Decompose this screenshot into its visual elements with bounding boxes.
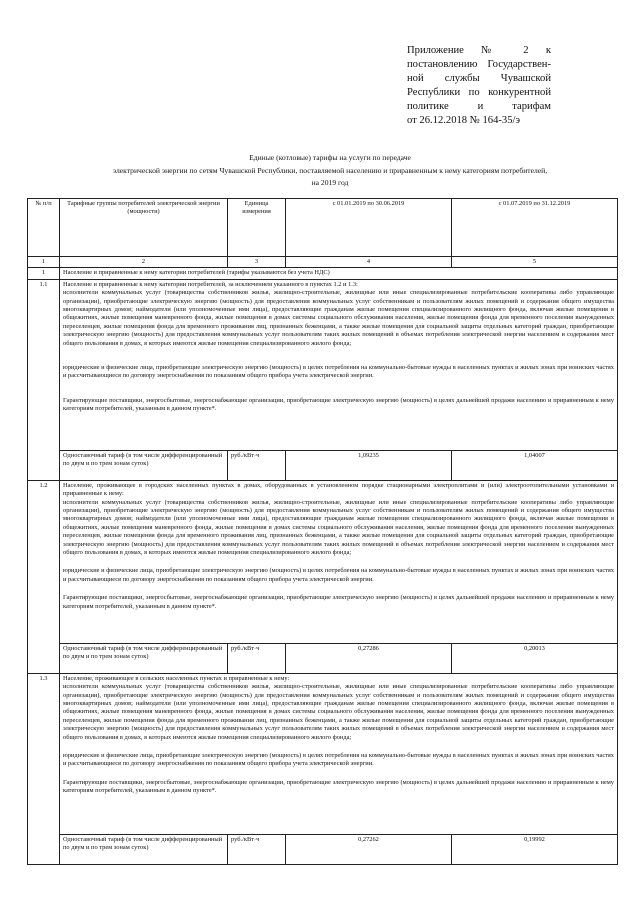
row-num: 1.1	[28, 279, 60, 480]
row-text-legal-entities: юридические и физические лица, приобретающие электрическую энергию (мощность) в целях потребления на коммунально-бытовые нужды в населенных пунктах и жилых зонах при воинских частях и рассчитывающиеся по договору энергоснабжения по показаниям общего прибора учета электрической энергии.	[63, 364, 614, 380]
header-period-1: с 01.01.2019 по 30.06.2019	[286, 199, 452, 257]
section-text: Население и приравненные к нему категории потребителей (тарифы указываются без учета НДС)	[60, 268, 618, 279]
tariff-unit: руб./кВт·ч	[228, 834, 286, 864]
row-num: 1.2	[28, 480, 60, 673]
title-line-2: электрической энергии по сетям Чувашской Республики, поставляемой населению и приравненным к нему категориям потребителей,	[112, 165, 548, 175]
tariff-value-period-1: 1,09235	[286, 450, 452, 480]
tariff-row	[28, 450, 618, 480]
row-num: 1.3	[28, 673, 60, 864]
table-row	[28, 673, 618, 834]
row-text-executors: исполнители коммунальных услуг (товарищества собственников жилья, жилищно-строительные, жилищные или иные специализированные потребительские кооперативы либо управляющие организации), приобретающие электрическую энергию (мощность) для предоставления коммунальных услуг собственникам и пользователям жилых помещений и содержания общего имущества многоквартирных домов; наймодатели (или уполномоченные ими лица), предоставляющие гражданам жилые помещения специализированного жилищного фонда, включая жилые помещения в общежитиях, жилые помещения маневренного фонда, жилые помещения в домах системы социального обслуживания населения, жилые помещения фонда для временного поселения вынужденных переселенцев, жилые помещения фонда для временного проживания лиц, признанных беженцами, а также жилые помещения для социальной защиты отдельных категорий граждан, приобретающие электрическую энергию (мощность) для предоставления коммунальных услуг пользователям таких жилых помещений в объемах потребления электрической энергии населением и содержания мест общего пользования в домах, в которых имеются жилые помещения специализированного жилого фонда;	[63, 498, 614, 557]
row-description	[60, 279, 618, 450]
row-text-executors: исполнители коммунальных услуг (товарищества собственников жилья, жилищно-строительные, жилищные или иные специализированные потребительские кооперативы либо управляющие организации), приобретающие электрическую энергию (мощность) для предоставления коммунальных услуг собственникам и пользователям жилых помещений и содержания общего имущества многоквартирных домов; наймодатели (или уполномоченные ими лица), предоставляющие гражданам жилые помещения специализированного жилищного фонда, включая жилые помещения в общежитиях, жилые помещения маневренного фонда, жилые помещения в домах системы социального обслуживания населения, жилые помещения фонда для временного поселения вынужденных переселенцев, жилые помещения фонда для временного проживания лиц, признанных беженцами, а также жилые помещения для социальной защиты отдельных категорий граждан, приобретающие электрическую энергию (мощность) для предоставления коммунальных услуг пользователям таких жилых помещений в объемах потребления электрической энергии населением и содержания мест общего пользования в домах, в которых имеются жилые помещения специализированного жилого фонда;	[63, 683, 614, 741]
header-num: № п/п	[28, 199, 60, 257]
tariff-unit: руб./кВт·ч	[228, 643, 286, 673]
table-row	[28, 480, 618, 643]
row-text-intro: Население и приравненные к нему категории потребителей, за исключением указанного в пунктах 1.2 и 1.3:	[63, 280, 358, 288]
row-text-suppliers: Гарантирующие поставщики, энергосбытовые, энергоснабжающие организации, приобретающие электрическую энергию (мощность) в целях дальнейшей продажи населению и приравненным к нему категориям потребителей, указанным в данном пункте*.	[63, 778, 614, 795]
col-number: 1	[28, 257, 60, 268]
row-text-executors: исполнители коммунальных услуг (товарищества собственников жилья, жилищно-строительные, жилищные или иные специализированные потребительские кооперативы либо управляющие организации), приобретающие электрическую энергию (мощность) для предоставления коммунальных услуг собственникам и пользователям жилых помещений и содержания общего имущества многоквартирных домов; наймодатели (или уполномоченные ими лица), предоставляющие гражданам жилые помещения специализированного жилищного фонда, включая жилые помещения в общежитиях, жилые помещения маневренного фонда, жилые помещения в домах системы социального обслуживания населения, жилые помещения фонда для временного поселения вынужденных переселенцев, жилые помещения фонда для временного проживания лиц, признанных беженцами, а также жилые помещения для социальной защиты отдельных категорий граждан, приобретающие электрическую энергию (мощность) для предоставления коммунальных услуг пользователям таких жилых помещений в объемах потребления электрической энергии населением и содержания мест общего пользования в домах, в которых имеются жилые помещения специализированного жилого фонда;	[63, 289, 614, 347]
tariff-table	[27, 198, 618, 865]
tariff-label: Одноставочный тариф (в том числе дифференцированный по двум и по трем зонам суток)	[60, 834, 228, 864]
column-numbers-row	[28, 257, 618, 268]
tariff-row	[28, 834, 618, 864]
approval-line: постановлению Государствен-	[407, 59, 551, 70]
tariff-value-period-2: 0,20013	[452, 643, 618, 673]
section-num: 1	[28, 268, 60, 279]
tariff-value-period-1: 0,27262	[286, 834, 452, 864]
table-header-row	[28, 199, 618, 257]
tariff-label: Одноставочный тариф (в том числе дифференцированный по двум и по трем зонам суток)	[60, 643, 228, 673]
row-text-intro: Население, проживающее в городских населенных пунктах в домах, оборудованных в установленном порядке стационарными электроплитами и (или) электроотопительными установками и приравненные к нему:	[63, 481, 614, 498]
row-text-legal-entities: юридические и физические лица, приобретающие электрическую энергию (мощность) в целях потребления на коммунально-бытовые нужды в населенных пунктах и жилых зонах при воинских частях и рассчитывающиеся по договору энергоснабжения по показаниям общего прибора учета электрической энергии.	[63, 567, 614, 583]
row-text-suppliers: Гарантирующие поставщики, энергосбытовые, энергоснабжающие организации, приобретающие электрическую энергию (мощность) в целях дальнейшей продажи населению и приравненным к нему категориям потребителей, указанным в данном пункте*.	[63, 396, 614, 413]
col-number: 2	[60, 257, 228, 268]
col-number: 5	[452, 257, 618, 268]
approval-block	[407, 44, 551, 128]
header-unit: Единица измерения	[228, 199, 286, 257]
tariff-row	[28, 643, 618, 673]
header-period-2: с 01.07.2019 по 31.12.2019	[452, 199, 618, 257]
approval-line: Приложение № 2 к	[407, 45, 551, 56]
tariff-value-period-2: 0,19992	[452, 834, 618, 864]
approval-line: от 26.12.2018 № 164-35/э	[407, 115, 521, 126]
tariff-unit: руб./кВт·ч	[228, 450, 286, 480]
col-number: 4	[286, 257, 452, 268]
approval-line: Республики по конкурентной	[407, 87, 551, 98]
row-text-intro: Население, проживающее в сельских населенных пунктах и приравненные к нему:	[63, 674, 290, 682]
table-row	[28, 279, 618, 450]
approval-line: ной службы Чувашской	[407, 73, 551, 84]
tariff-label: Одноставочный тариф (в том числе дифференцированный по двум и по трем зонам суток)	[60, 450, 228, 480]
approval-line: политике и тарифам	[407, 101, 551, 112]
row-text-legal-entities: юридические и физические лица, приобретающие электрическую энергию (мощность) в целях потребления на коммунально-бытовые нужды в населенных пунктах и жилых зонах при воинских частях и рассчитывающиеся по договору энергоснабжения по показаниям общего прибора учета электрической энергии.	[63, 752, 614, 768]
col-number: 3	[228, 257, 286, 268]
row-description	[60, 480, 618, 643]
row-description	[60, 673, 618, 834]
title-line-3: на 2019 год	[311, 178, 349, 187]
document-title	[40, 152, 620, 190]
row-text-suppliers: Гарантирующие поставщики, энергосбытовые, энергоснабжающие организации, приобретающие электрическую энергию (мощность) в целях дальнейшей продажи населению и приравненным к нему категориям потребителей, указанным в данном пункте*.	[63, 594, 614, 610]
tariff-value-period-2: 1,04007	[452, 450, 618, 480]
section-row	[28, 268, 618, 279]
header-group: Тарифные группы потребителей электрической энергии (мощности)	[60, 199, 228, 257]
title-line-1: Единые (котловые) тарифы на услуги по передаче	[249, 153, 411, 162]
tariff-value-period-1: 0,27286	[286, 643, 452, 673]
